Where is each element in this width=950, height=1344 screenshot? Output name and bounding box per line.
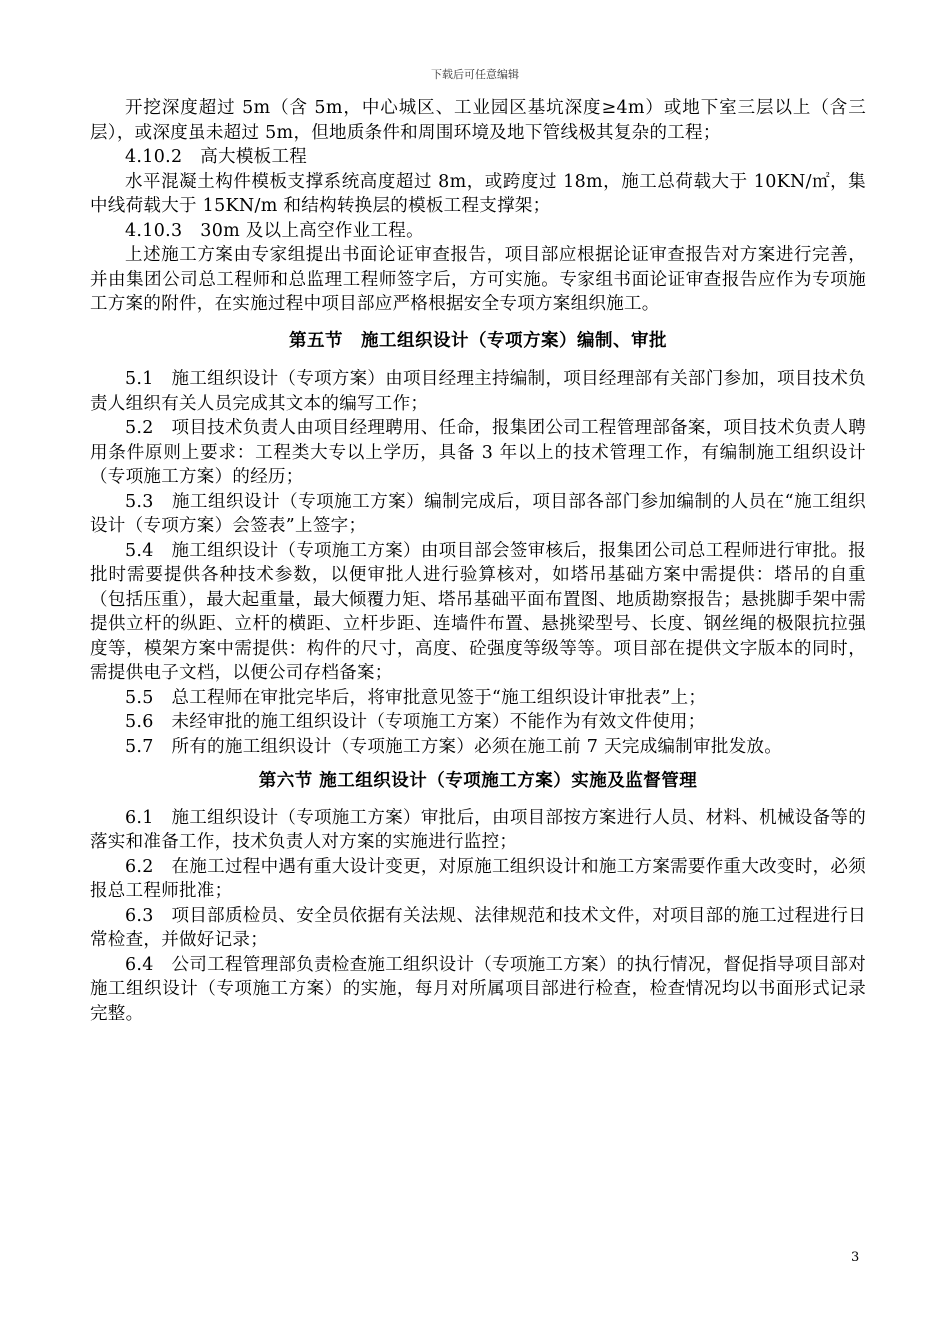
paragraph: 上述施工方案由专家组提出书面论证审查报告，项目部应根据论证审查报告对方案进行完善，并由集团公司总工程师和总监理工程师签字后，方可实施。专家组书面论证审查报告应作为专项施工方案的附件，在实施过程中项目部应严格根据安全专项方案组织施工。 (90, 245, 866, 314)
paragraph: 水平混凝土构件模板支撑系统高度超过 8m，或跨度过 18m，施工总荷载大于 10KN/㎡，集中线荷载大于 15KN/m 和结构转换层的模板工程支撑架； (90, 171, 866, 216)
clause-6-4: 6.4 公司工程管理部负责检查施工组织设计（专项施工方案）的执行情况，督促指导项目部对施工组织设计（专项施工方案）的实施，每月对所属项目部进行检查，检查情况均以书面形式记录完整。 (90, 954, 866, 1024)
section-title-5: 第五节 施工组织设计（专项方案）编制、审批 (289, 330, 667, 351)
section-title-6: 第六节 施工组织设计（专项施工方案）实施及监督管理 (258, 771, 698, 791)
clause-6-1: 6.1 施工组织设计（专项施工方案）审批后，由项目部按方案进行人员、材料、机械设备等的落实和准备工作，技术负责人对方案的实施进行监控； (90, 807, 866, 852)
clause-5-4: 5.4 施工组织设计（专项施工方案）由项目部会签审核后，报集团公司总工程师进行审批。报批时需要提供各种技术参数，以便审批人进行验算核对，如塔吊基础方案中需提供：塔吊的自重（包括压重），最大起重量，最大倾覆力矩、塔吊基础平面布置图、地质勘察报告；悬挑脚手架中需提供立杆的纵距、立杆的横距、立杆步距、连墙件布置、悬挑梁型号、长度、钢丝绳的极限抗拉强度等，模架方案中需提供：构件的尺寸，高度、砼强度等级等等。项目部在提供文字版本的同时，需提供电子文档，以便公司存档备案； (90, 540, 866, 683)
clause-6-3: 6.3 项目部质检员、安全员依据有关法规、法律规范和技术文件，对项目部的施工过程进行日常检查，并做好记录； (90, 905, 866, 950)
subsection-heading: 4.10.3 30m 及以上高空作业工程。 (125, 220, 424, 241)
clause-5-1: 5.1 施工组织设计（专项方案）由项目经理主持编制，项目经理部有关部门参加，项目技术负责人组织有关人员完成其文本的编写工作； (90, 369, 866, 414)
paragraph: 开挖深度超过 5m（含 5m，中心城区、工业园区基坑深度≥4m）或地下室三层以上（含三层），或深度虽未超过 5m，但地质条件和周围环境及地下管线极其复杂的工程； (90, 98, 866, 143)
clause-5-6: 5.6 未经审批的施工组织设计（专项施工方案）不能作为有效文件使用； (125, 712, 706, 732)
document-body (90, 96, 866, 1026)
subsection-heading: 4.10.2 高大模板工程 (125, 147, 308, 167)
clause-5-7: 5.7 所有的施工组织设计（专项施工方案）必须在施工前 7 天完成编制审批发放。 (125, 736, 783, 757)
clause-5-3: 5.3 施工组织设计（专项施工方案）编制完成后，项目部各部门参加编制的人员在“施工组织设计（专项方案）会签表”上签字； (90, 491, 866, 536)
clause-5-2: 5.2 项目技术负责人由项目经理聘用、任命，报集团公司工程管理部备案，项目技术负责人聘用条件原则上要求：工程类大专以上学历，具备 3 年以上的技术管理工作，有编制施工组织设计（专项施工方案）的经历； (90, 418, 866, 487)
header-note: 下载后可任意编辑 (431, 68, 519, 81)
clause-6-2: 6.2 在施工过程中遇有重大设计变更，对原施工组织设计和施工方案需要作重大改变时，必须报总工程师批准； (90, 856, 866, 901)
page-number: 3 (851, 1250, 860, 1265)
clause-5-5: 5.5 总工程师在审批完毕后，将审批意见签于“施工组织设计审批表”上； (125, 687, 707, 708)
